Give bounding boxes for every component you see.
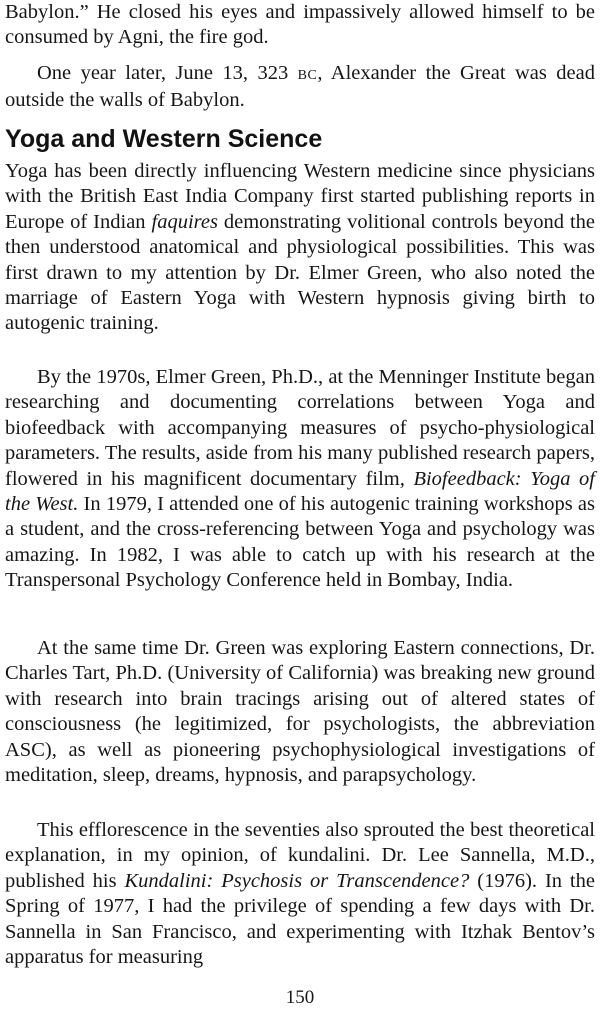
paragraph-elmer-green (5, 365, 595, 594)
paragraph-text: Babylon.” He closed his eyes and impassively allowed himself to be consumed by Agni, the fire god. (5, 1, 595, 49)
era-abbreviation: BC (297, 68, 318, 83)
paragraph-kundalini (5, 818, 595, 970)
film-title: Biofeedback: Yoga of the West. (5, 467, 595, 516)
book-title: Kundalini: Psychosis or Transcendence? (124, 869, 470, 892)
paragraph-text: In 1979, I attended one of his autogenic training workshops as a student, and the cross-referencing between Yoga and psychology was amazing. In 1982, I was able to catch up with his research at the Transpersonal Psychology Conference held in Bombay, India. (5, 493, 595, 592)
paragraph-yoga-influence (5, 159, 595, 337)
paragraph-text: At the same time Dr. Green was exploring Eastern connections, Dr. Charles Tart, Ph.D. (University of California) was breaking new ground with research into brain tracings arising out of altered states of consciousness (he legitimized, for psychologists, the abbreviation ASC), as well as pioneering psychophysiological investigations of meditation, sleep, dreams, hypnosis, and parapsychology. (5, 637, 595, 787)
paragraph-text: By the 1970s, Elmer Green, Ph.D., at the Menninger Institute began researching and documenting correlations between Yoga and biofeedback with accompanying measures of psycho-physiological parameters. The results, aside from his many published research papers, flowered in his magnificent documentary film, (5, 366, 595, 490)
paragraph-babylon-ending (5, 0, 595, 51)
paragraph-text: (1976). In the Spring of 1977, I had the privilege of spending a few days with Dr. Sannella in San Francisco, and experimenting with Itzhak Bentov’s apparatus for measuring (5, 869, 595, 969)
paragraph-charles-tart (5, 636, 595, 788)
page-number: 150 (285, 987, 315, 1008)
paragraph-alexander-death (5, 61, 595, 114)
paragraph-text: This efflorescence in the seventies also sprouted the best theoretical explanation, in my opinion, of kundalini. Dr. Lee Sannella, M.D., published his (5, 819, 595, 892)
paragraph-text: demonstrating volitional controls beyond the then understood anatomical and physiological possibilities. This was first drawn to my attention by Dr. Elmer Green, who also noted the marriage of Eastern Yoga with Western hypnosis giving birth to autogenic training. (5, 210, 595, 335)
paragraph-text: , Alexander the Great was dead outside the walls of Babylon. (5, 62, 595, 112)
italic-term: faquires (151, 210, 218, 233)
section-heading: Yoga and Western Science (5, 125, 323, 153)
paragraph-text: Yoga has been directly influencing Western medicine since physicians with the British East India Company first started publishing reports in Europe of Indian (5, 160, 595, 233)
paragraph-text: One year later, June 13, 323 (37, 62, 298, 84)
